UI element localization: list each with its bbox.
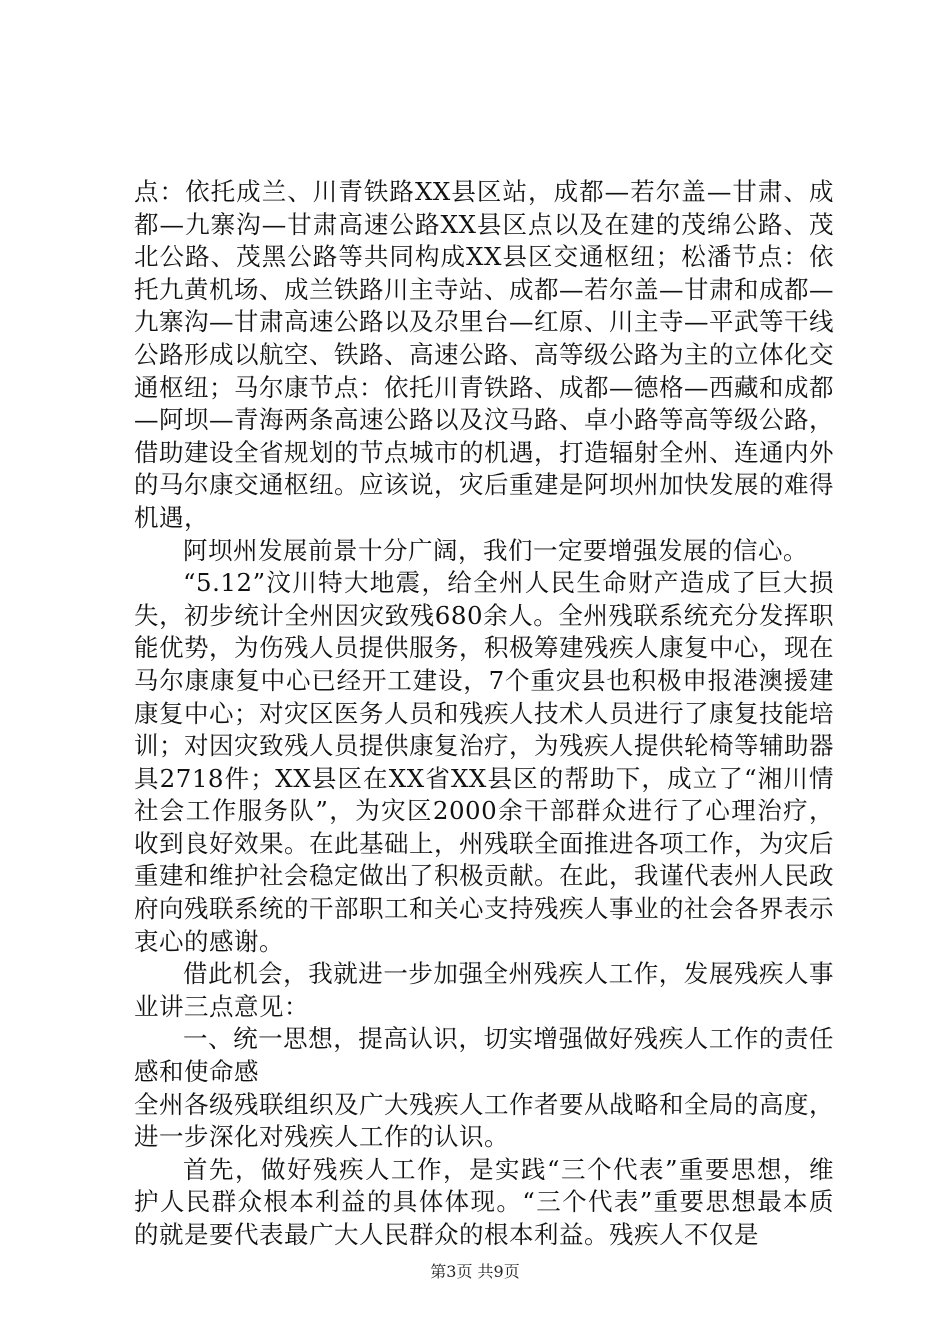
paragraph-7: 首先，做好残疾人工作，是实践“三个代表”重要思想，维护人民群众根本利益的具体体现。“三个代表”重要思想最本质的就是要代表最广大人民群众的根本利益。残疾人不仅是 bbox=[134, 1154, 834, 1249]
paragraph-4: 借此机会，我就进一步加强全州残疾人工作，发展残疾人事业讲三点意见： bbox=[134, 959, 834, 1021]
paragraph-1: 点：依托成兰、川青铁路XX县区站，成都—若尔盖—甘肃、成都—九寨沟—甘肃高速公路XX县区点以及在建的茂绵公路、茂北公路、茂黑公路等共同构成XX县区交通枢纽；松潘节点：依托九黄机场、成兰铁路川主寺站、成都—若尔盖—甘肃和成都—九寨沟—甘肃高速公路以及尕里台—红原、川主寺—平武等干线公路形成以航空、铁路、高速公路、高等级公路为主的立体化交通枢纽；马尔康节点：依托川青铁路、成都—德格—西藏和成都—阿坝—青海两条高速公路以及汶马路、卓小路等高等级公路，借助建设全省规划的节点城市的机遇，打造辐射全州、连通内外的马尔康交通枢纽。应该说，灾后重建是阿坝州加快发展的难得机遇， bbox=[134, 177, 834, 532]
paragraph-3: “5.12”汶川特大地震，给全州人民生命财产造成了巨大损失，初步统计全州因灾致残680余人。全州残联系统充分发挥职能优势，为伤残人员提供服务，积极筹建残疾人康复中心，现在马尔康康复中心已经开工建设，7个重灾县也积极申报港澳援建康复中心；对灾区医务人员和残疾人技术人员进行了康复技能培训；对因灾致残人员提供康复治疗，为残疾人提供轮椅等辅助器具2718件；XX县区在XX省XX县区的帮助下，成立了“湘川情社会工作服务队”，为灾区2000余干部群众进行了心理治疗，收到良好效果。在此基础上，州残联全面推进各项工作，为灾后重建和维护社会稳定做出了积极贡献。在此，我谨代表州人民政府向残联系统的干部职工和关心支持残疾人事业的社会各界表示衷心的感谢。 bbox=[134, 568, 834, 956]
section-heading-1: 一、统一思想，提高认识，切实增强做好残疾人工作的责任感和使命感 bbox=[134, 1024, 834, 1087]
paragraph-6: 全州各级残联组织及广大残疾人工作者要从战略和全局的高度，进一步深化对残疾人工作的认识。 bbox=[134, 1089, 834, 1152]
paragraph-2: 阿坝州发展前景十分广阔，我们一定要增强发展的信心。 bbox=[183, 535, 808, 565]
page-number: 第3页 共9页 bbox=[430, 1262, 520, 1281]
body-text bbox=[134, 176, 834, 1252]
